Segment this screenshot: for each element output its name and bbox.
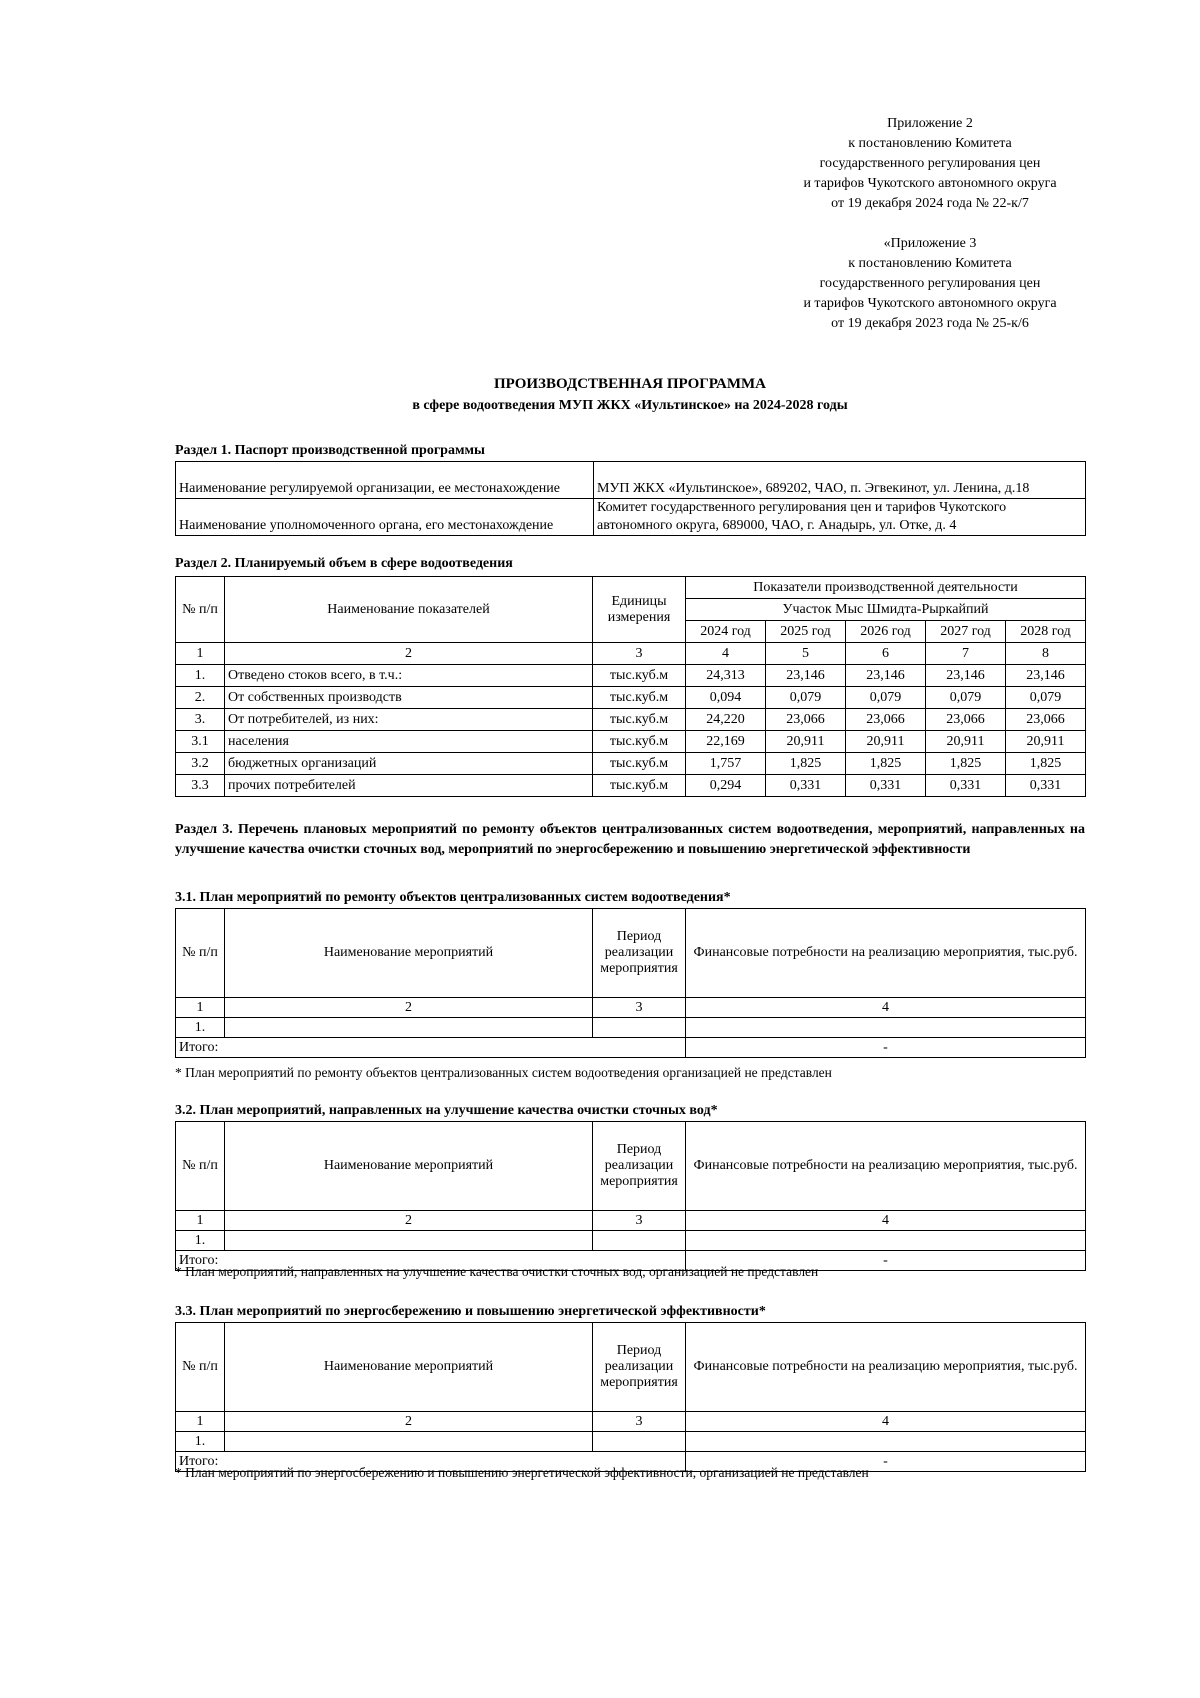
- header-num: № п/п: [176, 1122, 225, 1211]
- row-value: 23,146: [766, 665, 846, 687]
- appendix-previous-header: [780, 234, 1080, 334]
- header-year: 2024 год: [686, 621, 766, 643]
- row-name: [225, 1018, 593, 1038]
- row-value: 20,911: [766, 731, 846, 753]
- row-value: 23,066: [766, 709, 846, 731]
- column-number: 6: [846, 643, 926, 665]
- row-unit: тыс.куб.м: [593, 753, 686, 775]
- row-value: 1,825: [926, 753, 1006, 775]
- column-number: 8: [1006, 643, 1086, 665]
- appendix-line: и тарифов Чукотского автономного округа: [803, 176, 1057, 191]
- table-row: [176, 753, 1086, 775]
- passport-label: Наименование уполномоченного органа, его местонахождение: [176, 499, 594, 536]
- row-name: Отведено стоков всего, в т.ч.:: [225, 665, 593, 687]
- column-number: 2: [225, 998, 593, 1018]
- table-row: [176, 1231, 1086, 1251]
- column-number: 3: [593, 1412, 686, 1432]
- header-finance: Финансовые потребности на реализацию мероприятия, тыс.руб.: [686, 909, 1086, 998]
- row-num: 1.: [176, 1231, 225, 1251]
- row-value: 20,911: [846, 731, 926, 753]
- row-name: прочих потребителей: [225, 775, 593, 797]
- total-label: Итого:: [176, 1038, 686, 1058]
- column-number: 4: [686, 998, 1086, 1018]
- row-value: 0,331: [926, 775, 1006, 797]
- column-number: 2: [225, 1211, 593, 1231]
- row-value: 23,066: [846, 709, 926, 731]
- row-name: бюджетных организаций: [225, 753, 593, 775]
- row-value: 0,079: [766, 687, 846, 709]
- row-value: 23,066: [926, 709, 1006, 731]
- row-value: 23,146: [846, 665, 926, 687]
- row-unit: тыс.куб.м: [593, 709, 686, 731]
- table-row: [176, 1018, 1086, 1038]
- title-sub: в сфере водоотведения МУП ЖКХ «Иультинское» на 2024-2028 годы: [412, 398, 848, 413]
- total-label: Итого:: [176, 1251, 686, 1271]
- header-finance: Финансовые потребности на реализацию мероприятия, тыс.руб.: [686, 1323, 1086, 1412]
- passport-table: [175, 461, 1086, 536]
- row-finance: [686, 1432, 1086, 1452]
- column-number: 2: [225, 1412, 593, 1432]
- row-unit: тыс.куб.м: [593, 731, 686, 753]
- column-number-row: [176, 1211, 1086, 1231]
- header-year: 2027 год: [926, 621, 1006, 643]
- header-period: Период реализации мероприятия: [593, 1122, 686, 1211]
- header-num: № п/п: [176, 577, 225, 643]
- appendix-line: к постановлению Комитета: [848, 256, 1012, 271]
- plan32-table: [175, 1121, 1086, 1271]
- header-name: Наименование показателей: [225, 577, 593, 643]
- row-name: [225, 1432, 593, 1452]
- row-num: 1.: [176, 1018, 225, 1038]
- row-value: 0,079: [846, 687, 926, 709]
- appendix-line: государственного регулирования цен: [819, 156, 1041, 171]
- passport-value: Комитет государственного регулирования цен и тарифов Чукотского автономного округа, 689000, ЧАО, г. Анадырь, ул. Отке, д. 4: [594, 499, 1086, 536]
- column-number-row: [176, 1412, 1086, 1432]
- appendix-line: и тарифов Чукотского автономного округа: [803, 296, 1057, 311]
- plan33-table: [175, 1322, 1086, 1472]
- total-label: Итого:: [176, 1452, 686, 1472]
- table-row: [176, 731, 1086, 753]
- row-name: От потребителей, из них:: [225, 709, 593, 731]
- plan31-footnote: * План мероприятий по ремонту объектов централизованных систем водоотведения организацией не представлен: [175, 1065, 832, 1080]
- column-number: 1: [176, 998, 225, 1018]
- row-value: 0,094: [686, 687, 766, 709]
- row-num: 3.2: [176, 753, 225, 775]
- row-period: [593, 1432, 686, 1452]
- row-finance: [686, 1231, 1086, 1251]
- row-num: 3.: [176, 709, 225, 731]
- row-value: 23,146: [926, 665, 1006, 687]
- header-num: № п/п: [176, 909, 225, 998]
- column-number-row: [176, 643, 1086, 665]
- row-num: 3.3: [176, 775, 225, 797]
- row-value: 1,825: [1006, 753, 1086, 775]
- table-row: [176, 687, 1086, 709]
- column-number: 3: [593, 643, 686, 665]
- header-finance: Финансовые потребности на реализацию мероприятия, тыс.руб.: [686, 1122, 1086, 1211]
- appendix-line: от 19 декабря 2024 года № 22-к/7: [831, 196, 1029, 211]
- header-year: 2028 год: [1006, 621, 1086, 643]
- title-main: ПРОИЗВОДСТВЕННАЯ ПРОГРАММА: [493, 376, 766, 392]
- header-group: Показатели производственной деятельности: [686, 577, 1086, 599]
- row-num: 1.: [176, 665, 225, 687]
- column-number: 1: [176, 643, 225, 665]
- passport-value: МУП ЖКХ «Иультинское», 689202, ЧАО, п. Эгвекинот, ул. Ленина, д.18: [594, 462, 1086, 499]
- row-value: 1,825: [766, 753, 846, 775]
- appendix-line: «Приложение 3: [883, 236, 977, 251]
- row-value: 20,911: [926, 731, 1006, 753]
- section2-title: Раздел 2. Планируемый объем в сфере водоотведения: [175, 556, 513, 571]
- appendix-line: к постановлению Комитета: [848, 136, 1012, 151]
- row-period: [593, 1231, 686, 1251]
- row-value: 23,146: [1006, 665, 1086, 687]
- column-number: 4: [686, 643, 766, 665]
- row-num: 3.1: [176, 731, 225, 753]
- passport-label: Наименование регулируемой организации, ее местонахождение: [176, 462, 594, 499]
- passport-row: [176, 499, 1086, 536]
- row-value: 20,911: [1006, 731, 1086, 753]
- section3-title: Раздел 3. Перечень плановых мероприятий по ремонту объектов централизованных систем водоотведения, мероприятий, направленных на улучшение качества очистки сточных вод, мероприятий по энергосбережению и повышению энергетической эффективности: [175, 822, 1085, 857]
- row-name: От собственных производств: [225, 687, 593, 709]
- row-period: [593, 1018, 686, 1038]
- row-value: 0,079: [1006, 687, 1086, 709]
- plan33-title: 3.3. План мероприятий по энергосбережению и повышению энергетической эффективности*: [175, 1304, 766, 1319]
- header-num: № п/п: [176, 1323, 225, 1412]
- passport-row: [176, 462, 1086, 499]
- row-value: 1,825: [846, 753, 926, 775]
- plan32-footnote: * План мероприятий, направленных на улучшение качества очистки сточных вод, организацией не представлен: [175, 1264, 819, 1279]
- appendix-line: от 19 декабря 2023 года № 25-к/6: [831, 316, 1029, 331]
- row-value: 0,294: [686, 775, 766, 797]
- row-num: 2.: [176, 687, 225, 709]
- row-finance: [686, 1018, 1086, 1038]
- table-row: [176, 775, 1086, 797]
- row-value: 1,757: [686, 753, 766, 775]
- column-number-row: [176, 998, 1086, 1018]
- column-number: 4: [686, 1211, 1086, 1231]
- row-unit: тыс.куб.м: [593, 665, 686, 687]
- column-number: 3: [593, 1211, 686, 1231]
- plan32-title: 3.2. План мероприятий, направленных на улучшение качества очистки сточных вод*: [175, 1103, 718, 1118]
- plan31-table: [175, 908, 1086, 1058]
- row-value: 0,079: [926, 687, 1006, 709]
- row-value: 22,169: [686, 731, 766, 753]
- row-name: населения: [225, 731, 593, 753]
- header-area: Участок Мыс Шмидта-Рыркайпий: [686, 599, 1086, 621]
- header-name: Наименование мероприятий: [225, 1122, 593, 1211]
- total-value: -: [686, 1251, 1086, 1271]
- row-unit: тыс.куб.м: [593, 687, 686, 709]
- column-number: 3: [593, 998, 686, 1018]
- appendix-line: Приложение 2: [887, 116, 973, 131]
- total-value: -: [686, 1452, 1086, 1472]
- total-row: [176, 1038, 1086, 1058]
- row-value: 24,220: [686, 709, 766, 731]
- header-period: Период реализации мероприятия: [593, 909, 686, 998]
- column-number: 1: [176, 1412, 225, 1432]
- header-name: Наименование мероприятий: [225, 909, 593, 998]
- header-year: 2026 год: [846, 621, 926, 643]
- section1-title: Раздел 1. Паспорт производственной программы: [175, 443, 485, 458]
- plan33-footnote: * План мероприятий по энергосбережению и повышению энергетической эффективности, организацией не представлен: [175, 1465, 869, 1480]
- table-row: [176, 1432, 1086, 1452]
- row-value: 24,313: [686, 665, 766, 687]
- appendix-current-header: [780, 114, 1080, 214]
- row-value: 0,331: [1006, 775, 1086, 797]
- header-period: Период реализации мероприятия: [593, 1323, 686, 1412]
- header-name: Наименование мероприятий: [225, 1323, 593, 1412]
- row-unit: тыс.куб.м: [593, 775, 686, 797]
- table-row: [176, 665, 1086, 687]
- column-number: 4: [686, 1412, 1086, 1432]
- row-value: 0,331: [766, 775, 846, 797]
- total-value: -: [686, 1038, 1086, 1058]
- header-unit: Единицы измерения: [593, 577, 686, 643]
- plan31-title: 3.1. План мероприятий по ремонту объектов централизованных систем водоотведения*: [175, 890, 731, 905]
- row-num: 1.: [176, 1432, 225, 1452]
- table-row: [176, 709, 1086, 731]
- row-value: 0,331: [846, 775, 926, 797]
- column-number: 7: [926, 643, 1006, 665]
- row-value: 23,066: [1006, 709, 1086, 731]
- appendix-line: государственного регулирования цен: [819, 276, 1041, 291]
- volume-table: [175, 576, 1086, 797]
- document-title: [175, 373, 1085, 416]
- column-number: 2: [225, 643, 593, 665]
- column-number: 1: [176, 1211, 225, 1231]
- header-year: 2025 год: [766, 621, 846, 643]
- column-number: 5: [766, 643, 846, 665]
- row-name: [225, 1231, 593, 1251]
